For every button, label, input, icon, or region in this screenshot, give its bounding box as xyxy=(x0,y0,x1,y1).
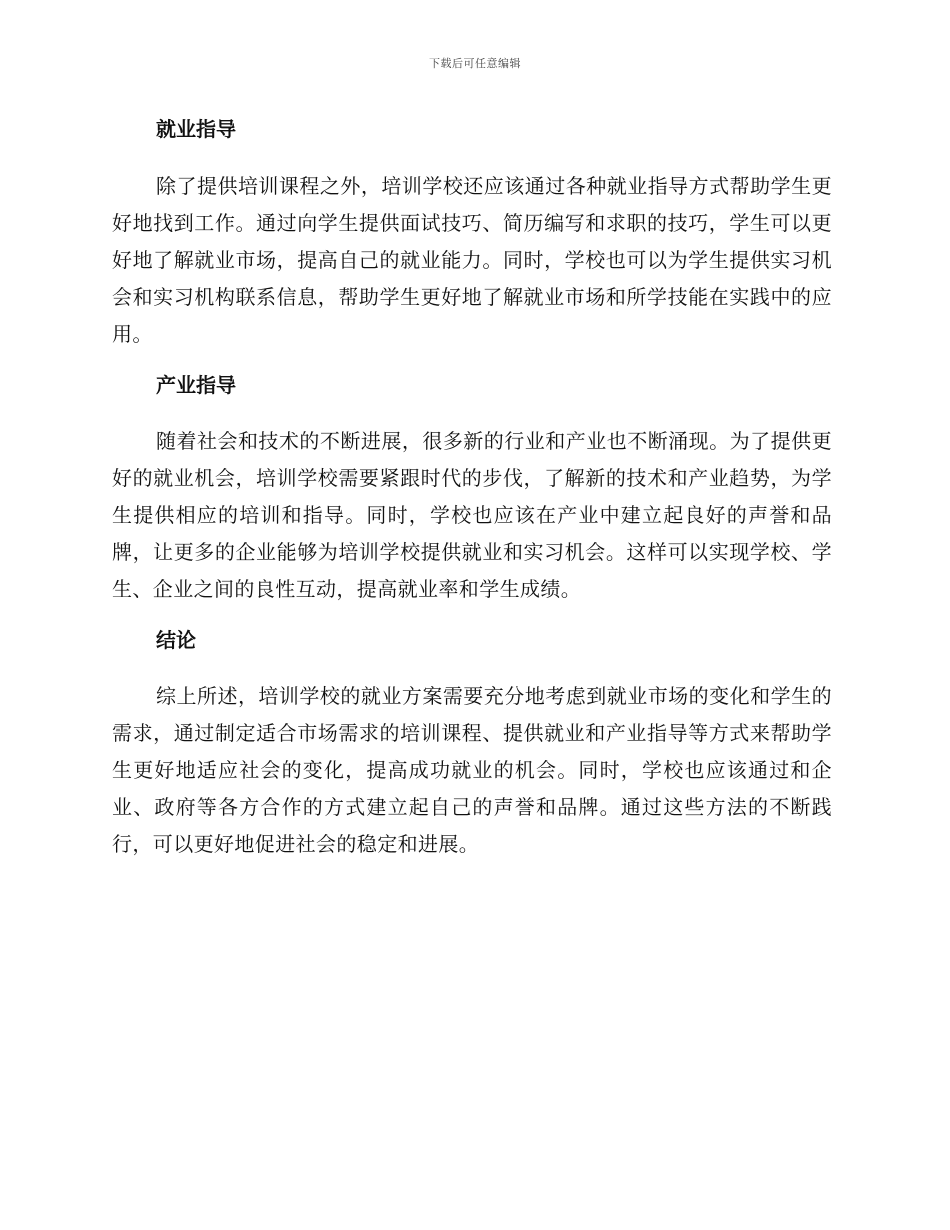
section-heading: 产业指导 xyxy=(156,373,236,397)
section-paragraph: 综上所述，培训学校的就业方案需要充分地考虑到就业市场的变化和学生的需求，通过制定适合市场需求的培训课程、提供就业和产业指导等方式来帮助学生更好地适应社会的变化，提高成功就业的机会。同时，学校也应该通过和企业、政府等各方合作的方式建立起自己的声誉和品牌。通过这些方法的不断践行，可以更好地促进社会的稳定和进展。 xyxy=(112,684,832,856)
section-paragraph: 除了提供培训课程之外，培训学校还应该通过各种就业指导方式帮助学生更好地找到工作。通过向学生提供面试技巧、简历编写和求职的技巧，学生可以更好地了解就业市场，提高自己的就业能力。同时，学校也可以为学生提供实习机会和实习机构联系信息，帮助学生更好地了解就业市场和所学技能在实践中的应用。 xyxy=(112,174,832,346)
document-body xyxy=(112,110,832,863)
section-paragraph: 随着社会和技术的不断进展，很多新的行业和产业也不断涌现。为了提供更好的就业机会，培训学校需要紧跟时代的步伐，了解新的技术和产业趋势，为学生提供相应的培训和指导。同时，学校也应该在产业中建立起良好的声誉和品牌，让更多的企业能够为培训学校提供就业和实习机会。这样可以实现学校、学生、企业之间的良性互动，提高就业率和学生成绩。 xyxy=(112,429,832,601)
page-header: 下载后可任意编辑 xyxy=(429,57,521,70)
section-heading: 结论 xyxy=(156,628,196,652)
section-conclusion xyxy=(112,625,832,863)
section-heading: 就业指导 xyxy=(156,117,236,141)
section-industry-guidance xyxy=(112,370,832,608)
section-employment-guidance xyxy=(112,114,832,353)
